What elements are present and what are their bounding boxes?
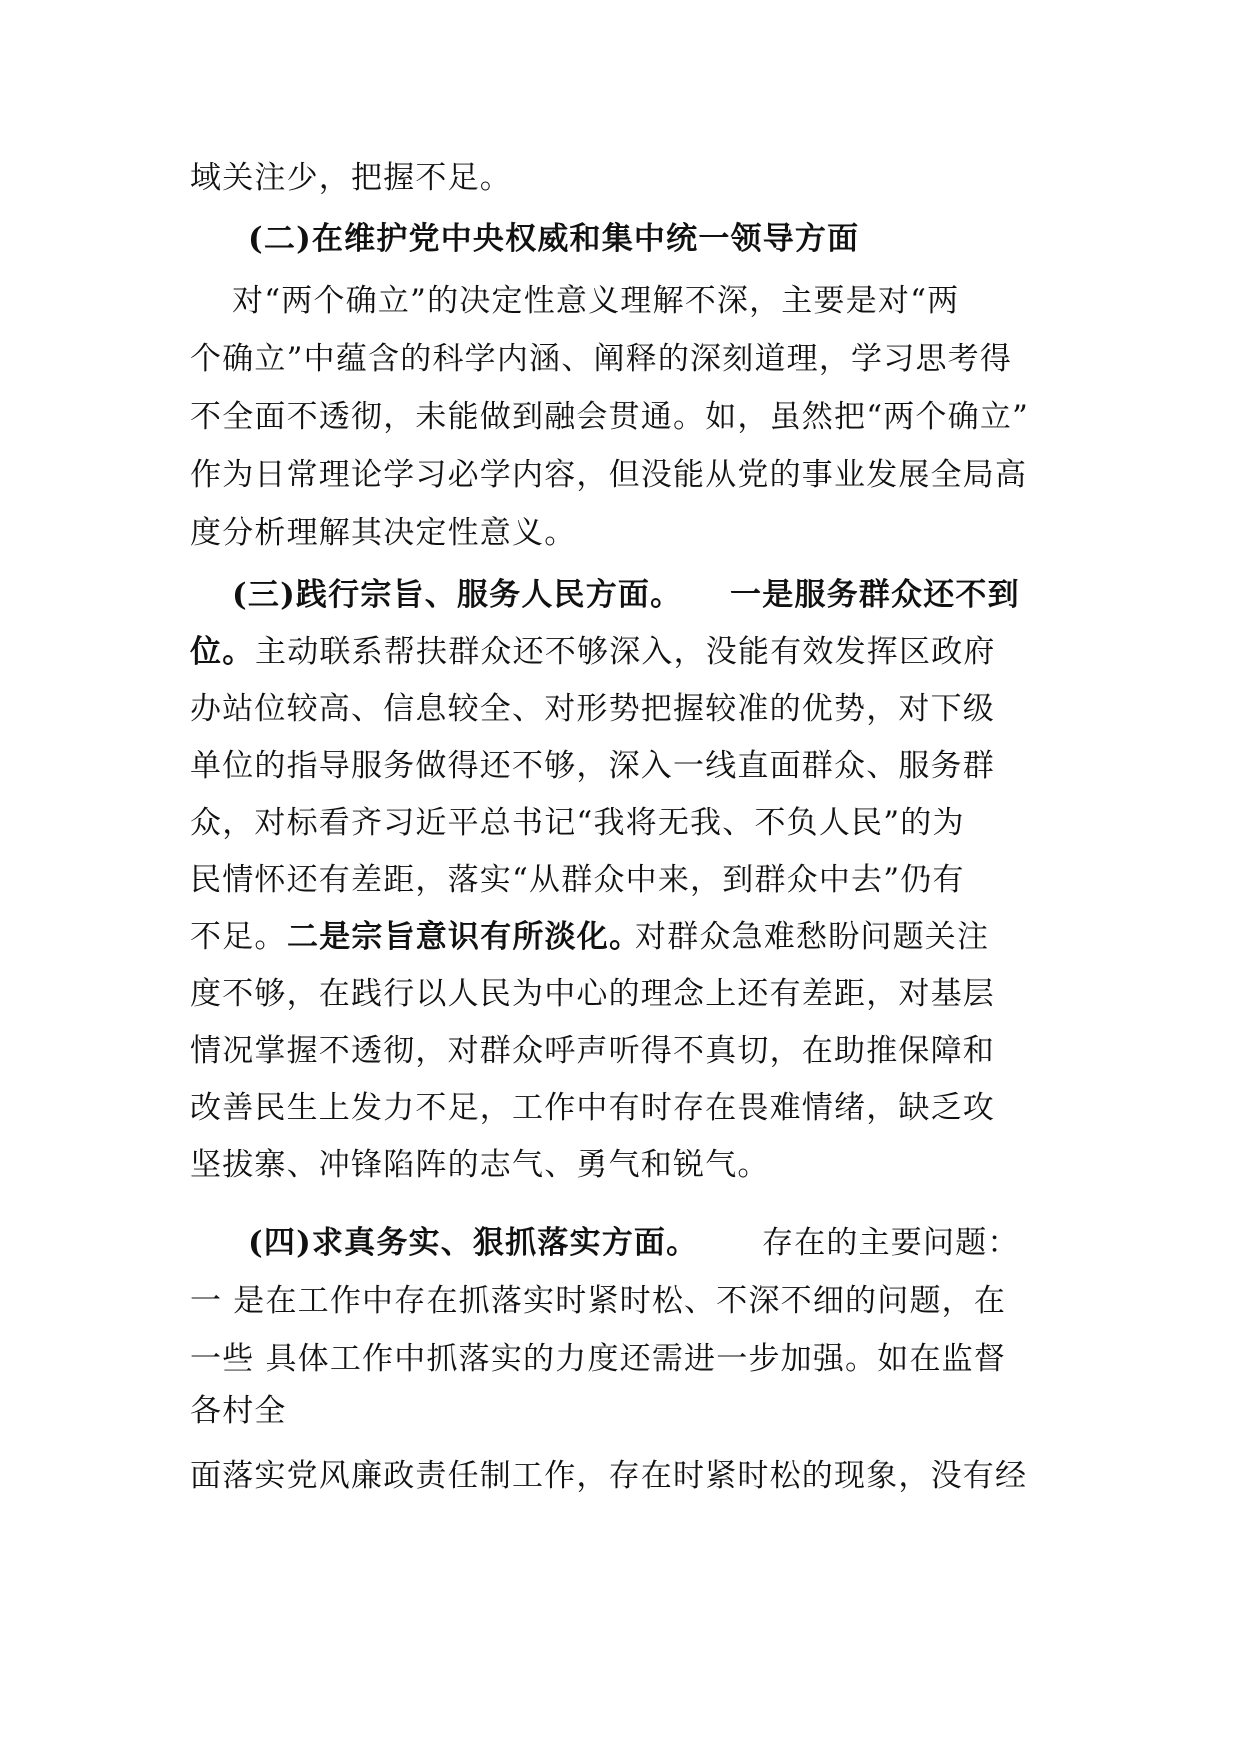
paragraph-line: 坚拔寨、冲锋陷阵的志气、勇气和锐气。 bbox=[190, 1147, 770, 1183]
paragraph-line: 不足。 bbox=[190, 919, 287, 955]
paragraph-line: 对“两个确立”的决定性意义理解不深，主要是对“两 bbox=[232, 283, 960, 319]
paragraph-line: 改善民生上发力不足，工作中有时存在畏难情绪，缺乏攻 bbox=[190, 1090, 995, 1126]
paragraph-line: 一 是在工作中存在抓落实时紧时松、不深不细的问题，在 bbox=[190, 1283, 1007, 1319]
paragraph-line: 主动联系帮扶群众还不够深入，没能有效发挥区政府 bbox=[255, 634, 996, 670]
paragraph-line: 办站位较高、信息较全、对形势把握较准的优势，对下级 bbox=[190, 691, 995, 727]
section-heading: (四)求真务实、狠抓落实方面。 bbox=[248, 1225, 699, 1261]
paragraph-line: 民情怀还有差距，落实“从群众中来，到群众中去”仍有 bbox=[190, 862, 965, 898]
paragraph-line: 度分析理解其决定性意义。 bbox=[190, 515, 577, 551]
paragraph-line: 情况掌握不透彻，对群众呼声听得不真切，在助推保障和 bbox=[190, 1033, 995, 1069]
paragraph-line: 对群众急难愁盼问题关注 bbox=[635, 919, 990, 955]
paragraph-line: 个确立”中蕴含的科学内涵、阐释的深刻道理，学习思考得 bbox=[190, 341, 1013, 377]
bold-phrase: 位。 bbox=[190, 634, 255, 670]
bold-phrase: 二是宗旨意识有所淡化。 bbox=[287, 919, 642, 955]
paragraph-line: 单位的指导服务做得还不够，深入一线直面群众、服务群 bbox=[190, 748, 995, 784]
paragraph-line: 众，对标看齐习近平总书记“我将无我、不负人民”的为 bbox=[190, 805, 965, 841]
paragraph-line: 不全面不透彻，未能做到融会贯通。如，虽然把“两个确立” bbox=[190, 399, 1030, 435]
paragraph-line: 面落实党风廉政责任制工作，存在时紧时松的现象，没有经 bbox=[190, 1458, 1028, 1494]
bold-phrase: 一是服务群众还不到 bbox=[730, 577, 1020, 613]
paragraph-line: 各村全 bbox=[190, 1393, 287, 1429]
paragraph-line: 存在的主要问题： bbox=[762, 1225, 1020, 1261]
paragraph-line: 度不够，在践行以人民为中心的理念上还有差距，对基层 bbox=[190, 976, 995, 1012]
paragraph-line: 域关注少，把握不足。 bbox=[190, 160, 512, 196]
section-heading: (三)践行宗旨、服务人民方面。 bbox=[232, 577, 683, 613]
paragraph-line: 一些 具体工作中抓落实的力度还需进一步加强。如在监督 bbox=[190, 1341, 1007, 1377]
section-heading: (二)在维护党中央权威和集中统一领导方面 bbox=[248, 221, 860, 257]
paragraph-line: 作为日常理论学习必学内容，但没能从党的事业发展全局高 bbox=[190, 457, 1028, 493]
